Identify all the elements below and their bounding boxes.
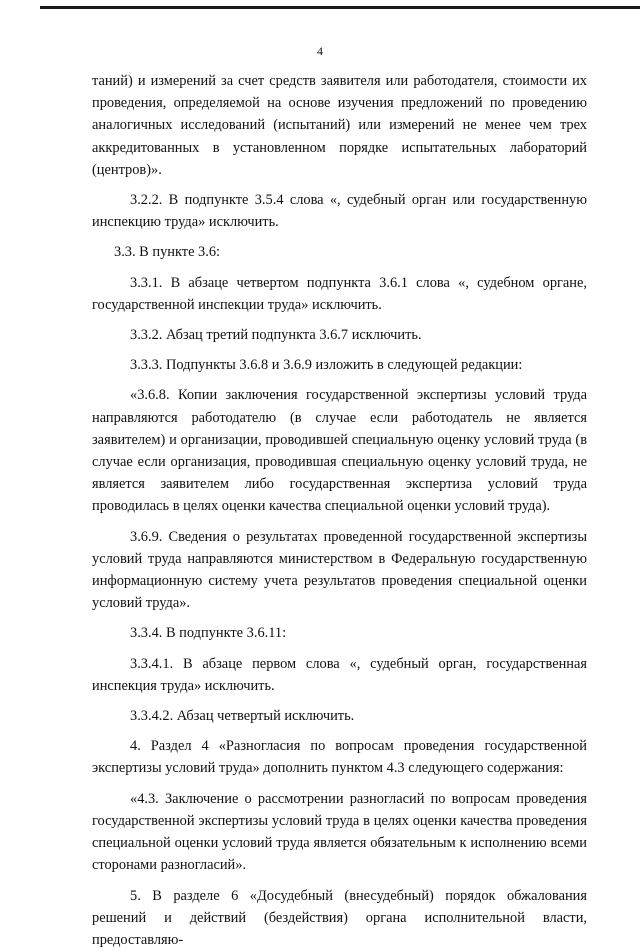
paragraph-3-3-3: 3.3.3. Подпункты 3.6.8 и 3.6.9 изложить в следующей редакции:	[92, 354, 587, 376]
paragraph-3-3-2: 3.3.2. Абзац третий подпункта 3.6.7 исключить.	[92, 324, 587, 346]
paragraph-3-3-1: 3.3.1. В абзаце четвертом подпункта 3.6.1 слова «, судебном органе, государственной инспекции труда» исключить.	[92, 272, 587, 316]
paragraph-continuation: таний) и измерений за счет средств заявителя или работодателя, стоимости их проведения, определяемой на основе изучения предложений по проведению аналогичных исследований (испытаний) или измерений не менее чем трех аккредитованных в установленном порядке испытательных лабораторий (центров)».	[92, 70, 587, 181]
paragraph-3-3-4: 3.3.4. В подпункте 3.6.11:	[92, 622, 587, 644]
paragraph-4: 4. Раздел 4 «Разногласия по вопросам проведения государственной экспертизы условий труда» дополнить пунктом 4.3 следующего содержания:	[92, 735, 587, 779]
page-number: 4	[0, 44, 640, 59]
top-border-line	[40, 6, 640, 9]
paragraph-3-3: 3.3. В пункте 3.6:	[92, 241, 587, 263]
paragraph-5: 5. В разделе 6 «Досудебный (внесудебный) порядок обжалования решений и действий (бездействия) органа исполнительной власти, предоставляю-	[92, 885, 587, 951]
paragraph-3-3-4-2: 3.3.4.2. Абзац четвертый исключить.	[92, 705, 587, 727]
document-body	[92, 70, 587, 951]
paragraph-3-6-9: 3.6.9. Сведения о результатах проведенной государственной экспертизы условий труда направляются министерством в Федеральную государственную информационную систему учета результатов проведения специальной оценки условий труда».	[92, 526, 587, 615]
paragraph-3-3-4-1: 3.3.4.1. В абзаце первом слова «, судебный орган, государственная инспекция труда» исключить.	[92, 653, 587, 697]
paragraph-3-2-2: 3.2.2. В подпункте 3.5.4 слова «, судебный орган или государственную инспекцию труда» исключить.	[92, 189, 587, 233]
paragraph-4-3: «4.3. Заключение о рассмотрении разногласий по вопросам проведения государственной экспертизы условий труда в целях оценки качества проведения специальной оценки условий труда является обязательным к исполнению всеми сторонами разногласий».	[92, 788, 587, 877]
paragraph-3-6-8: «3.6.8. Копии заключения государственной экспертизы условий труда направляются работодателю (в случае если работодатель не является заявителем) и организации, проводившей специальную оценку условий труда (в случае если организация, проводившая специальную оценку условий труда, не является заявителем либо государственная экспертиза условий труда проводилась в целях оценки качества специальной оценки условий труда).	[92, 384, 587, 517]
